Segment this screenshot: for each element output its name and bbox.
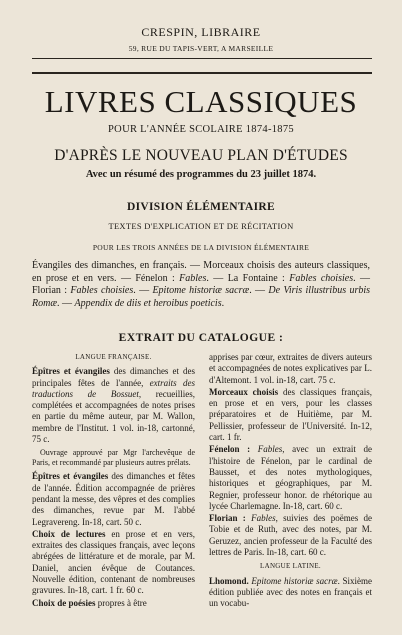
catalogue-entry [32, 366, 195, 445]
catalogue-column-right [209, 352, 372, 611]
entry-italic: extraits des traductions de Bossuet [32, 377, 195, 399]
intro-text-segment: . — [133, 285, 153, 297]
division-subtitle-2: POUR LES TROIS ANNÉES DE LA DIVISION ÉLÉMENTAIRE [92, 243, 310, 252]
entry-text: , avec un extrait de l'histoire de Fénelon, par le cardinal de Bausset, et des notes mythologiques, historiques et géographiques, par M. Regnier, professeur honor. de rhétorique au lycée Charlemagne. In-18, cart. 60 c. [209, 444, 373, 511]
catalogue-heading: EXTRAIT DU CATALOGUE : [118, 332, 284, 344]
catalogue-entry: apprises par cœur, extraites de divers auteurs et accompagnées de notes explicatives par L. d'Altemont. 1 vol. in-18, cart. 75 c. [209, 352, 372, 385]
entry-title: Choix de poésies [32, 597, 96, 608]
entry-text: en prose et en vers, extraites des classiques français, avec leçons abrégées de littérature et de morale, par M. Daniel, ancien évêque de Coutances. Nouvelle édition, contenant de nombreuses gravures. In-18, cart. 1 fr. 60 c. [32, 528, 195, 596]
intro-text-segment: . — [249, 285, 269, 297]
entry-italic: Fables [250, 444, 283, 455]
intro-italic-segment: Fables choisies [70, 285, 134, 297]
intro-italic-segment: Appendix de diis et heroibus poeticis [74, 298, 222, 310]
entry-text: . Sixième édition publiée avec des notes en français et un vocabu- [209, 575, 372, 609]
entry-text: propres à être [95, 597, 147, 608]
entry-text: des dimanches et fêtes de l'année. Édition accompagnée de prières pendant la messe, des vêpres et des complies des dimanches, revue par M. l'abbé Legravereng. In-18, cart. 50 c. [32, 471, 196, 527]
division-intro-paragraph [32, 260, 370, 311]
publisher-address: 59, RUE DU TAPIS-VERT, A MARSEILLE [128, 44, 274, 53]
catalogue-entry [32, 529, 195, 597]
page-bottom-margin [0, 615, 402, 635]
intro-text-segment: Évangiles des dimanches, en français. — Morceaux choisis des auteurs classiques, en prose et en vers. — Fénelon : [32, 260, 370, 284]
subtitle-resume: Avec un résumé des programmes du 23 juillet 1874. [85, 169, 317, 180]
division-title: DIVISION ÉLÉMENTAIRE [127, 201, 275, 213]
entry-title: Florian : [209, 513, 246, 524]
header-rule-thick [32, 72, 372, 74]
entry-text: , suivies des poëmes de Tobie et de Ruth, avec des notes, par M. Geruzez, ancien professeur de la Faculté des lettres de Paris. In-18, cart. 60 c. [209, 513, 373, 558]
catalogue-column-left [32, 352, 195, 610]
entry-title: Morceaux choisis [209, 386, 279, 397]
catalogue-entry [32, 598, 195, 609]
page-title: LIVRES CLASSIQUES [44, 84, 358, 119]
catalogue-entry [32, 471, 195, 527]
entry-title: Choix de lectures [32, 528, 106, 539]
entry-italic: Fables [245, 513, 276, 524]
section-heading-french: LANGUE FRANÇAISE. [75, 353, 152, 361]
intro-italic-segment: Fables choisies [289, 272, 354, 284]
entry-text: des dimanches et des principales fêtes de l'année, [32, 366, 195, 388]
intro-text-segment: . [221, 298, 225, 310]
intro-text-segment: . — [57, 298, 75, 310]
entry-text: , recueillies, complétées et accompagnées de notes prises en partie du même auteur, par M. Wallon, membre de l'Institut. 1 vol. in-18, cartonné, 75 c. [32, 388, 195, 445]
catalogue-entry [209, 444, 372, 512]
entry-title: Épîtres et évangiles [32, 366, 110, 377]
catalogue-entry [209, 576, 372, 610]
publisher-name: CRESPIN, LIBRAIRE [141, 25, 261, 39]
entry-italic: Epitome historiæ sacræ [248, 575, 338, 586]
intro-text-segment: . — La Fontaine : [206, 272, 290, 284]
entry-title: Fénelon : [209, 444, 251, 455]
header-rule [32, 58, 372, 59]
entry-title: Épîtres et évangiles [32, 471, 109, 482]
intro-text-segment: . — Florian : [32, 272, 370, 297]
entry-text: des classiques français, en prose et en vers, pour les classes préparatoires et de Huitième, par M. Pellissier, professeur de l'Université. In-12, cart. 1 fr. [209, 386, 372, 443]
intro-italic-segment: Fables [179, 272, 207, 284]
entry-title: Lhomond. [209, 575, 249, 586]
intro-italic-segment: De Viris illustribus urbis Romæ [32, 285, 371, 310]
division-subtitle: TEXTES D'EXPLICATION ET DE RÉCITATION [108, 221, 294, 231]
entry-note: Ouvrage approuvé par Mgr l'archevêque de Paris, et recommandé par plusieurs autres prélats. [32, 448, 195, 468]
subtitle-plan: D'APRÈS LE NOUVEAU PLAN D'ÉTUDES [54, 147, 348, 164]
catalogue-entry [209, 513, 372, 558]
intro-italic-segment: Epitome historiæ sacræ [152, 285, 250, 297]
section-heading-latin: LANGUE LATINE. [260, 562, 321, 571]
catalogue-entry [209, 387, 372, 443]
subtitle-year: POUR L'ANNÉE SCOLAIRE 1874-1875 [108, 124, 294, 135]
